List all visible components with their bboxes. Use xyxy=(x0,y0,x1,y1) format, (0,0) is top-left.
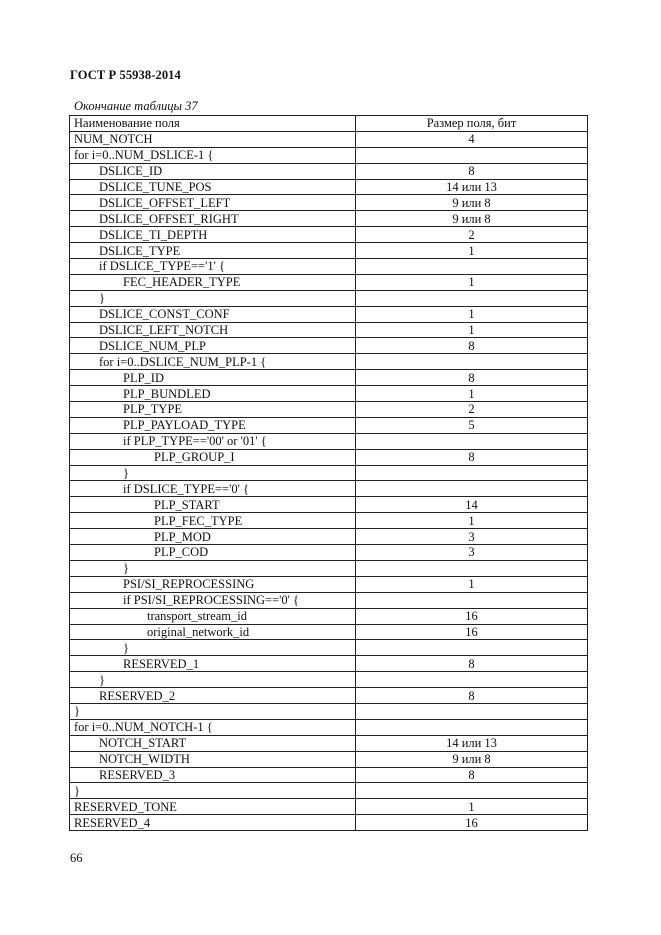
field-name-cell: PLP_GROUP_I xyxy=(70,449,356,465)
field-name-cell: DSLICE_OFFSET_LEFT xyxy=(70,195,356,211)
field-size-cell: 9 или 8 xyxy=(356,751,588,767)
table-row xyxy=(70,306,588,322)
table-row xyxy=(70,767,588,783)
table-caption: Окончание таблицы 37 xyxy=(74,99,198,113)
field-size-cell: 3 xyxy=(356,529,588,545)
table-row xyxy=(70,433,588,449)
table-row xyxy=(70,608,588,624)
field-name-cell: for i=0..NUM_DSLICE-1 { xyxy=(70,147,356,163)
field-name-cell: if DSLICE_TYPE=='0' { xyxy=(70,481,356,497)
field-name-cell: } xyxy=(70,640,356,656)
field-name-cell: if PSI/SI_REPROCESSING=='0' { xyxy=(70,592,356,608)
field-size-cell xyxy=(356,783,588,799)
field-size-cell xyxy=(356,703,588,719)
table-row xyxy=(70,147,588,163)
table-row xyxy=(70,322,588,338)
table-row xyxy=(70,497,588,513)
field-name-cell: RESERVED_TONE xyxy=(70,799,356,815)
field-name-cell: } xyxy=(70,560,356,576)
field-size-cell xyxy=(356,147,588,163)
table-row xyxy=(70,417,588,433)
field-size-cell: 1 xyxy=(356,306,588,322)
field-size-cell: 14 xyxy=(356,497,588,513)
table-body xyxy=(70,131,588,830)
table-row xyxy=(70,783,588,799)
table-row xyxy=(70,576,588,592)
table-row xyxy=(70,274,588,290)
field-name-cell: PLP_COD xyxy=(70,545,356,561)
field-size-cell: 1 xyxy=(356,386,588,402)
field-size-cell: 1 xyxy=(356,274,588,290)
table-row xyxy=(70,719,588,735)
field-name-cell: DSLICE_ID xyxy=(70,163,356,179)
field-name-cell: DSLICE_OFFSET_RIGHT xyxy=(70,211,356,227)
table-row xyxy=(70,211,588,227)
field-size-cell: 1 xyxy=(356,799,588,815)
field-size-cell xyxy=(356,354,588,370)
table-row xyxy=(70,227,588,243)
field-size-cell xyxy=(356,719,588,735)
field-name-cell: RESERVED_2 xyxy=(70,688,356,704)
table-row xyxy=(70,449,588,465)
field-size-cell: 16 xyxy=(356,815,588,831)
table-row xyxy=(70,513,588,529)
field-size-cell: 14 или 13 xyxy=(356,735,588,751)
field-size-cell: 8 xyxy=(356,370,588,386)
field-size-cell: 16 xyxy=(356,608,588,624)
field-name-cell: PLP_START xyxy=(70,497,356,513)
field-name-cell: } xyxy=(70,465,356,481)
table-row xyxy=(70,672,588,688)
page-number: 66 xyxy=(70,851,83,865)
field-size-cell xyxy=(356,465,588,481)
table-row xyxy=(70,370,588,386)
field-name-cell: PLP_TYPE xyxy=(70,402,356,418)
field-name-cell: for i=0..DSLICE_NUM_PLP-1 { xyxy=(70,354,356,370)
field-name-cell: PLP_FEC_TYPE xyxy=(70,513,356,529)
table-row xyxy=(70,402,588,418)
field-size-cell: 4 xyxy=(356,131,588,147)
table-row xyxy=(70,131,588,147)
table-row xyxy=(70,640,588,656)
field-name-cell: DSLICE_TI_DEPTH xyxy=(70,227,356,243)
column-header-field-name: Наименование поля xyxy=(70,116,356,132)
field-name-cell: DSLICE_TYPE xyxy=(70,243,356,259)
field-name-cell: DSLICE_NUM_PLP xyxy=(70,338,356,354)
field-size-cell: 14 или 13 xyxy=(356,179,588,195)
field-size-cell xyxy=(356,672,588,688)
field-name-cell: } xyxy=(70,783,356,799)
table-row xyxy=(70,799,588,815)
table-row xyxy=(70,163,588,179)
field-size-cell: 9 или 8 xyxy=(356,195,588,211)
table-row xyxy=(70,529,588,545)
field-size-cell: 8 xyxy=(356,163,588,179)
table-row xyxy=(70,592,588,608)
field-name-cell: PLP_BUNDLED xyxy=(70,386,356,402)
field-name-cell: NOTCH_WIDTH xyxy=(70,751,356,767)
field-size-cell xyxy=(356,259,588,275)
field-size-cell xyxy=(356,481,588,497)
field-name-cell: RESERVED_4 xyxy=(70,815,356,831)
field-size-cell: 8 xyxy=(356,449,588,465)
field-size-cell: 2 xyxy=(356,227,588,243)
field-size-cell xyxy=(356,560,588,576)
field-name-cell: DSLICE_CONST_CONF xyxy=(70,306,356,322)
table-header-row xyxy=(70,116,588,132)
field-size-cell: 5 xyxy=(356,417,588,433)
field-name-cell: NUM_NOTCH xyxy=(70,131,356,147)
table-row xyxy=(70,560,588,576)
table-row xyxy=(70,290,588,306)
table-row xyxy=(70,656,588,672)
field-name-cell: PLP_PAYLOAD_TYPE xyxy=(70,417,356,433)
field-name-cell: DSLICE_TUNE_POS xyxy=(70,179,356,195)
field-size-table xyxy=(69,115,588,831)
table-row xyxy=(70,338,588,354)
table-row xyxy=(70,688,588,704)
field-name-cell: transport_stream_id xyxy=(70,608,356,624)
table-row xyxy=(70,481,588,497)
field-name-cell: NOTCH_START xyxy=(70,735,356,751)
table-row xyxy=(70,259,588,275)
field-name-cell: original_network_id xyxy=(70,624,356,640)
field-size-cell xyxy=(356,290,588,306)
field-size-cell: 8 xyxy=(356,688,588,704)
field-name-cell: } xyxy=(70,672,356,688)
field-name-cell: PLP_ID xyxy=(70,370,356,386)
table-row xyxy=(70,354,588,370)
field-name-cell: PLP_MOD xyxy=(70,529,356,545)
field-name-cell: RESERVED_3 xyxy=(70,767,356,783)
field-name-cell: FEC_HEADER_TYPE xyxy=(70,274,356,290)
field-size-cell xyxy=(356,640,588,656)
field-size-cell: 3 xyxy=(356,545,588,561)
table-row xyxy=(70,703,588,719)
table-row xyxy=(70,624,588,640)
column-header-field-size: Размер поля, бит xyxy=(356,116,588,132)
table-row xyxy=(70,386,588,402)
table-row xyxy=(70,465,588,481)
document-title: ГОСТ Р 55938-2014 xyxy=(70,68,181,82)
field-size-cell: 1 xyxy=(356,243,588,259)
field-size-cell: 8 xyxy=(356,767,588,783)
field-name-cell: } xyxy=(70,703,356,719)
table-row xyxy=(70,179,588,195)
table-row xyxy=(70,751,588,767)
field-name-cell: RESERVED_1 xyxy=(70,656,356,672)
field-size-cell: 16 xyxy=(356,624,588,640)
field-size-cell: 9 или 8 xyxy=(356,211,588,227)
field-size-cell: 1 xyxy=(356,576,588,592)
field-name-cell: } xyxy=(70,290,356,306)
field-size-cell: 1 xyxy=(356,322,588,338)
table-row xyxy=(70,735,588,751)
field-size-cell xyxy=(356,592,588,608)
field-size-cell: 2 xyxy=(356,402,588,418)
field-name-cell: PSI/SI_REPROCESSING xyxy=(70,576,356,592)
field-size-cell: 8 xyxy=(356,656,588,672)
field-name-cell: if PLP_TYPE=='00' or '01' { xyxy=(70,433,356,449)
field-name-cell: for i=0..NUM_NOTCH-1 { xyxy=(70,719,356,735)
field-name-cell: DSLICE_LEFT_NOTCH xyxy=(70,322,356,338)
field-size-cell xyxy=(356,433,588,449)
field-size-cell: 8 xyxy=(356,338,588,354)
field-size-cell: 1 xyxy=(356,513,588,529)
field-name-cell: if DSLICE_TYPE=='1' { xyxy=(70,259,356,275)
table-row xyxy=(70,195,588,211)
table-row xyxy=(70,815,588,831)
table-row xyxy=(70,545,588,561)
table-row xyxy=(70,243,588,259)
